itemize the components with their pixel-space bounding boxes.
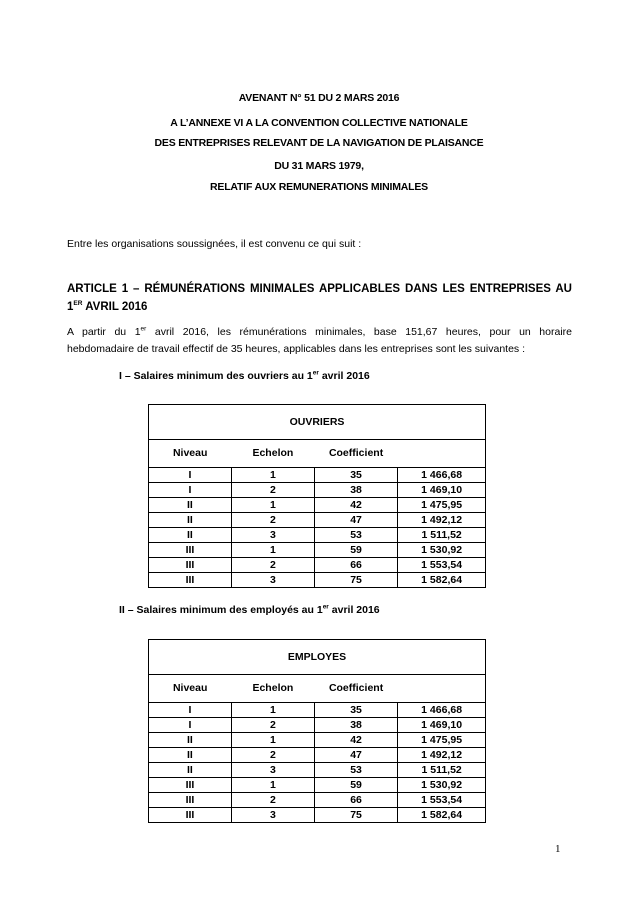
article-1-title (67, 280, 572, 316)
document-title-line-2: A L’ANNEXE VI A LA CONVENTION COLLECTIVE NATIONALE (170, 117, 468, 129)
table-row (149, 793, 486, 808)
table-row (149, 703, 486, 718)
table-row (149, 468, 486, 483)
table-row (149, 543, 486, 558)
cell-echelon: 2 (231, 718, 314, 733)
ouvriers-col-echelon: Echelon (231, 440, 314, 468)
cell-echelon: 2 (231, 748, 314, 763)
cell-coefficient: 35 (314, 703, 397, 718)
cell-niveau: II (149, 733, 232, 748)
article-1-body-a: A partir du 1 (67, 326, 141, 338)
cell-echelon: 1 (231, 733, 314, 748)
article-1-body-b: avril 2016, les rémunérations minimales, base 151,67 heures, pour un horaire (146, 326, 572, 338)
cell-salary: 1 511,52 (398, 763, 486, 778)
employes-col-salary (398, 675, 486, 703)
section-employes-heading-a: II – Salaires minimum des employés au 1 (119, 604, 323, 616)
section-employes-heading-b: avril 2016 (328, 604, 380, 616)
ouvriers-col-coefficient: Coefficient (314, 440, 397, 468)
cell-echelon: 2 (231, 558, 314, 573)
table-row (149, 808, 486, 823)
cell-echelon: 3 (231, 763, 314, 778)
article-1-title-num: 1 (67, 301, 74, 313)
section-ouvriers-heading-a: I – Salaires minimum des ouvriers au 1 (119, 370, 313, 382)
article-1-body (67, 324, 572, 358)
cell-salary: 1 511,52 (398, 528, 486, 543)
article-1-title-sup: ER (73, 300, 83, 308)
section-employes-heading (119, 604, 380, 616)
cell-salary: 1 469,10 (398, 483, 486, 498)
cell-coefficient: 47 (314, 748, 397, 763)
cell-echelon: 3 (231, 573, 314, 588)
table-row (149, 763, 486, 778)
cell-salary: 1 466,68 (398, 703, 486, 718)
cell-salary: 1 492,12 (398, 748, 486, 763)
table-row (149, 513, 486, 528)
intro-paragraph: Entre les organisations soussignées, il est convenu ce qui suit : (67, 238, 362, 250)
cell-echelon: 1 (231, 498, 314, 513)
employes-table-caption: EMPLOYES (149, 640, 486, 675)
cell-coefficient: 59 (314, 778, 397, 793)
cell-coefficient: 75 (314, 808, 397, 823)
document-title-line-3: DES ENTREPRISES RELEVANT DE LA NAVIGATION DE PLAISANCE (154, 137, 484, 149)
cell-coefficient: 38 (314, 483, 397, 498)
cell-salary: 1 466,68 (398, 468, 486, 483)
cell-salary: 1 553,54 (398, 793, 486, 808)
cell-coefficient: 53 (314, 763, 397, 778)
cell-coefficient: 66 (314, 558, 397, 573)
table-row (149, 483, 486, 498)
cell-salary: 1 530,92 (398, 778, 486, 793)
section-employes-heading-sup: er (322, 603, 329, 611)
table-row (149, 558, 486, 573)
page-number: 1 (555, 843, 561, 855)
ouvriers-col-niveau: Niveau (149, 440, 232, 468)
cell-niveau: II (149, 528, 232, 543)
cell-echelon: 2 (231, 513, 314, 528)
ouvriers-salary-table (148, 404, 486, 588)
article-1-title-line-1: ARTICLE 1 – RÉMUNÉRATIONS MINIMALES APPLICABLES DANS LES ENTREPRISES AU (67, 283, 572, 295)
table-row (149, 778, 486, 793)
cell-coefficient: 59 (314, 543, 397, 558)
cell-niveau: II (149, 748, 232, 763)
cell-echelon: 1 (231, 543, 314, 558)
cell-niveau: III (149, 573, 232, 588)
cell-niveau: II (149, 498, 232, 513)
cell-niveau: I (149, 468, 232, 483)
cell-niveau: III (149, 808, 232, 823)
document-title-line-4: DU 31 MARS 1979, (274, 160, 364, 172)
cell-coefficient: 75 (314, 573, 397, 588)
cell-echelon: 3 (231, 808, 314, 823)
cell-coefficient: 35 (314, 468, 397, 483)
cell-echelon: 2 (231, 793, 314, 808)
section-ouvriers-heading-sup: er (312, 369, 319, 377)
cell-coefficient: 42 (314, 733, 397, 748)
cell-salary: 1 492,12 (398, 513, 486, 528)
cell-salary: 1 469,10 (398, 718, 486, 733)
cell-niveau: II (149, 513, 232, 528)
article-1-body-line-2: hebdomadaire de travail effectif de 35 heures, applicables dans les entreprises sont les suivantes : (67, 343, 525, 355)
cell-salary: 1 553,54 (398, 558, 486, 573)
cell-niveau: III (149, 543, 232, 558)
cell-coefficient: 38 (314, 718, 397, 733)
employes-col-echelon: Echelon (231, 675, 314, 703)
cell-coefficient: 66 (314, 793, 397, 808)
cell-niveau: I (149, 483, 232, 498)
employes-salary-table (148, 639, 486, 823)
cell-niveau: II (149, 763, 232, 778)
cell-salary: 1 475,95 (398, 498, 486, 513)
employes-col-niveau: Niveau (149, 675, 232, 703)
cell-salary: 1 475,95 (398, 733, 486, 748)
cell-salary: 1 582,64 (398, 808, 486, 823)
section-ouvriers-heading (119, 370, 370, 382)
table-row (149, 718, 486, 733)
cell-echelon: 2 (231, 483, 314, 498)
table-row (149, 528, 486, 543)
employes-col-coefficient: Coefficient (314, 675, 397, 703)
section-ouvriers-heading-b: avril 2016 (318, 370, 370, 382)
document-title-line-1: AVENANT N° 51 DU 2 MARS 2016 (238, 92, 400, 104)
cell-coefficient: 42 (314, 498, 397, 513)
cell-niveau: III (149, 558, 232, 573)
cell-echelon: 3 (231, 528, 314, 543)
cell-niveau: I (149, 718, 232, 733)
cell-coefficient: 47 (314, 513, 397, 528)
article-1-body-sup: er (140, 325, 147, 333)
table-row (149, 733, 486, 748)
cell-echelon: 1 (231, 703, 314, 718)
cell-echelon: 1 (231, 468, 314, 483)
document-title-line-5: RELATIF AUX REMUNERATIONS MINIMALES (210, 181, 428, 193)
cell-niveau: I (149, 703, 232, 718)
article-1-title-rest: AVRIL 2016 (82, 301, 148, 313)
cell-coefficient: 53 (314, 528, 397, 543)
ouvriers-col-salary (398, 440, 486, 468)
article-1-title-line-2 (67, 298, 572, 316)
table-row (149, 498, 486, 513)
cell-salary: 1 530,92 (398, 543, 486, 558)
ouvriers-table-caption: OUVRIERS (149, 405, 486, 440)
cell-niveau: III (149, 778, 232, 793)
table-row (149, 748, 486, 763)
table-row (149, 573, 486, 588)
cell-echelon: 1 (231, 778, 314, 793)
cell-niveau: III (149, 793, 232, 808)
cell-salary: 1 582,64 (398, 573, 486, 588)
article-1-body-line-1 (67, 324, 572, 341)
